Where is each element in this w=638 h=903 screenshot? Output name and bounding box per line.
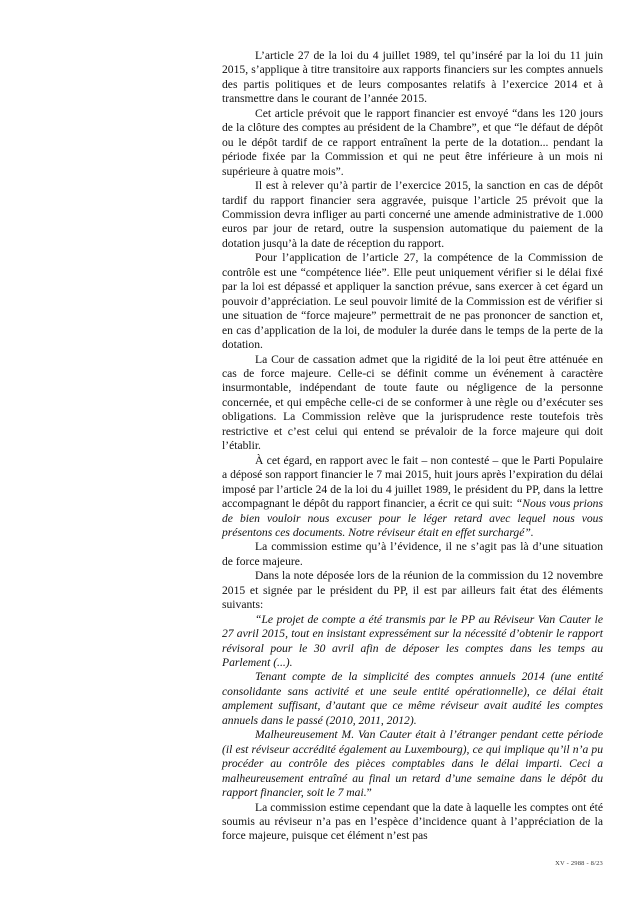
quote-simplicity-accounts: Tenant compte de la simplicité des comptes annuels 2014 (une entité consolidante sans activité et une seule entité opérationnelle), ce délai était amplement suffisant, d’autant que ce même réviseur avait audité les comptes annuels dans le passé (2010, 2011, 2012). — [222, 670, 603, 727]
quote-auditor-abroad-text: Malheureusement M. Van Cauter était à l’étranger pendant cette période (il est réviseur accrédité également au Luxembourg), ce qui implique qu’il n’a pu procéder au contrôle des pièces comptables dans le délai imparti. Ceci a malheureusement entraîné au final un retard d’une semaine dans le dépôt du rapport financier, soit le 7 mai. — [222, 728, 603, 800]
quote-draft-accounts: “Le projet de compte a été transmis par le PP au Réviseur Van Cauter le 27 avril 2015, tout en insistant expressément sur la nécessité d’obtenir le rapport révisoral pour le 30 avril afin de déposer les comptes dans les temps au Parlement (...). — [222, 612, 603, 670]
paragraph-2015-sanction: Il est à relever qu’à partir de l’exercice 2015, la sanction en cas de dépôt tardif du rapport financier sera aggravée, puisque l’article 25 prévoit que la Commission devra infliger au parti concerné une amende administrative de 1.000 euros par jour de retard, outre la suspension automatique du paiement de la dotation jusqu’à la date de réception du rapport. — [222, 179, 603, 250]
page-reference: XV - 2988 - 8/23 — [555, 860, 603, 867]
pp-late-filing-text: À cet égard, en rapport avec le fait – non contesté – que le Parti Populaire a déposé son rapport financier le 7 mai 2015, huit jours après l’expiration du délai imposé par l’article 24 de la loi du 4 juillet 1989, le président du PP, dans la lettre accompagnant le dépôt du rapport financier, a écrit ce qui suit: — [222, 453, 603, 511]
pp-letter-quote: “Nous vous prions de bien vouloir nous excuser pour le léger retard avec lequel nous vous présentons ces documents. Notre réviseur était en effet surchargé”. — [222, 497, 603, 539]
paragraph-force-majeure-definition: La Cour de cassation admet que la rigidité de la loi peut être atténuée en cas de force majeure. Celle-ci se définit comme un événement à caractère insurmontable, indépendant de toute faute ou négligence de la personne concernée, et qui empêche celle-ci de se conformer à une règle ou d’exécuter ses obligations. La Commission relève que la jurisprudence reste toutefois très restrictive et c’est celui qui entend se prévaloir de la force majeure qui doit l’établir. — [222, 352, 603, 453]
quote-auditor-abroad — [222, 728, 603, 800]
paragraph-no-force-majeure: La commission estime qu’à l’évidence, il ne s’agit pas là d’une situation de force majeure. — [222, 540, 603, 568]
paragraph-article-deadline: Cet article prévoit que le rapport financier est envoyé “dans les 120 jours de la clôture des comptes au président de la Chambre”, et que “le défaut de dépôt ou le dépôt tardif de ce rapport entraînent la perte de la dotation... pendant la période fixée par la Commission et qui ne peut être inférieure à un mois ni supérieure à quatre mois”. — [222, 106, 603, 178]
document-body — [222, 49, 603, 844]
paragraph-note-november: Dans la note déposée lors de la réunion de la commission du 12 novembre 2015 et signée par le président du PP, il est par ailleurs fait état des éléments suivants: — [222, 569, 603, 612]
paragraph-bound-competence: Pour l’application de l’article 27, la compétence de la Commission de contrôle est une “compétence liée”. Elle peut uniquement vérifier si le délai fixé par la loi est dépassé et appliquer la sanction prévue, sans exercer à cet égard un pouvoir d’appréciation. Le seul pouvoir limité de la Commission est de vérifier si une situation de “force majeure” permettrait de ne pas prononcer de sanction et, en cas d’application de la loi, de moduler la durée dans le temps de la perte de la dotation. — [222, 251, 603, 352]
paragraph-article-27-scope: L’article 27 de la loi du 4 juillet 1989, tel qu’inséré par la loi du 11 juin 2015, s’applique à titre transitoire aux rapports financiers sur les comptes annuels des partis politiques et de leurs composantes relatifs à l’exercice 2014 et à transmettre dans le courant de l’année 2015. — [222, 49, 603, 106]
quote-closing-mark: ” — [366, 786, 372, 800]
paragraph-final: La commission estime cependant que la date à laquelle les comptes ont été soumis au réviseur n’a pas en l’espèce d’incidence quant à l’appréciation de la force majeure, puisque cet élément n’est pas — [222, 800, 603, 843]
paragraph-pp-late-filing — [222, 454, 603, 541]
